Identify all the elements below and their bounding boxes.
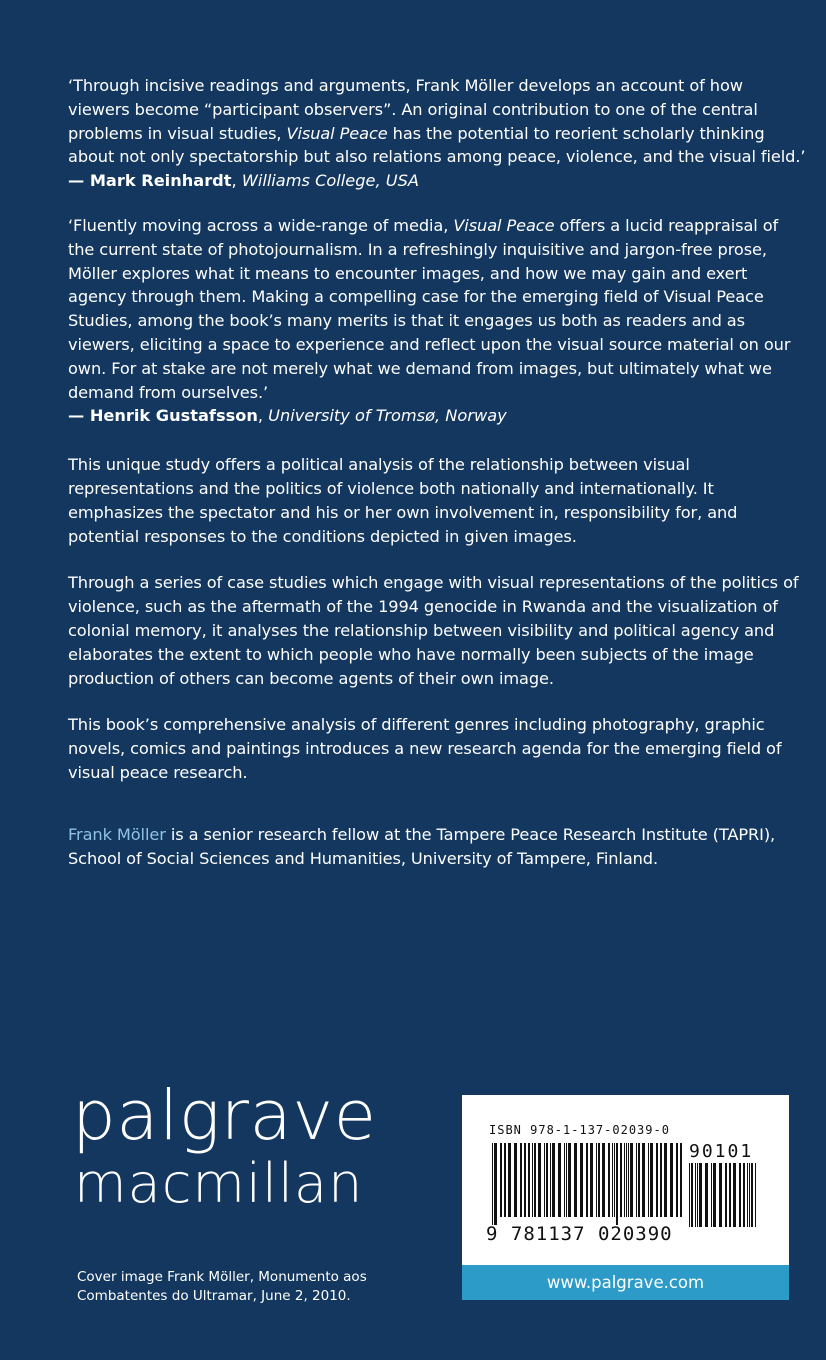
barcode-bar: [648, 1143, 649, 1217]
barcode-bar: [520, 1143, 522, 1217]
barcode-bar: [751, 1163, 753, 1227]
quote-reinhardt: [68, 74, 808, 193]
quote-attribution: — Henrik Gustafsson, University of Tromsø, Norway: [68, 406, 507, 426]
barcode-bar: [544, 1143, 545, 1217]
barcode-bar: [494, 1143, 497, 1225]
quote-attribution: — Mark Reinhardt, Williams College, USA: [68, 171, 419, 191]
barcode-bar: [729, 1163, 731, 1227]
barcode-bar: [691, 1163, 693, 1227]
barcode-bar: [590, 1143, 593, 1217]
cover-image-credit: Cover image Frank Möller, Monumento aos Combatentes do Ultramar, June 2, 2010.: [77, 1269, 367, 1304]
barcode-bar: [608, 1143, 610, 1217]
description-paragraph: Through a series of case studies which engage with visual representations of the politics of violence, such as the aftermath of the 1994 genocide in Rwanda and the visualization of colonial memory, it analyses the relationship between visibility and political agency and elaborates the extent to which people who have normally been subjects of the image production of others can become agents of their own image.: [68, 573, 799, 688]
barcode-bar: [695, 1163, 696, 1227]
barcode-bar: [749, 1163, 750, 1227]
barcode-bar: [660, 1143, 662, 1217]
barcode-bar: [546, 1143, 548, 1217]
barcode-bar: [580, 1143, 583, 1217]
barcode-bar: [697, 1163, 698, 1227]
barcode-bar: [564, 1143, 565, 1217]
barcode-bar: [713, 1163, 716, 1227]
barcode-bar: [614, 1143, 615, 1217]
barcode-bar: [508, 1143, 511, 1217]
quote-text: ‘Through incisive readings and arguments, Frank Möller develops an account of how viewers become “participant observers”. An original contribution to one of the central problems in visual studies, Visual Peace has the potential to reorient scholarly thinking about not only spectatorship but also relations among peace, violence, and the visual field.’: [68, 76, 806, 167]
price-addon-number: 90101: [689, 1141, 754, 1162]
barcode-bar: [500, 1143, 502, 1217]
publisher-logo-line2: macmillan: [74, 1152, 364, 1215]
description-paragraph: This book’s comprehensive analysis of different genres including photography, graphic novels, comics and paintings introduces a new research agenda for the emerging field of visual peace research.: [68, 715, 782, 782]
barcode-bar: [650, 1143, 653, 1217]
barcode-bar: [532, 1143, 533, 1217]
barcode-bar: [586, 1143, 588, 1217]
barcode-bar: [558, 1143, 561, 1217]
barcode-bar: [670, 1143, 673, 1217]
barcode-bar: [524, 1143, 526, 1217]
barcode-bar: [636, 1143, 637, 1217]
barcode-bar: [552, 1143, 555, 1217]
barcode-bar: [596, 1143, 597, 1217]
barcode-bar: [628, 1143, 629, 1217]
barcode-bar: [630, 1143, 633, 1217]
quote-text: ‘Fluently moving across a wide-range of media, Visual Peace offers a lucid reappraisal of the current state of photojournalism. In a refreshingly inquisitive and jargon-free prose, Möller explores what it means to encounter images, and how we may gain and exert agency through them. Making a compelling case for the emerging field of Visual Peace Studies, among the book’s many merits is that it engages us both as readers and as viewers, eliciting a space to experience and reflect upon the visual source material on our own. For at stake are not merely what we demand from images, but ultimately what we demand from ourselves.’: [68, 215, 791, 402]
barcode-bar: [705, 1163, 708, 1227]
barcode-bar: [739, 1163, 741, 1227]
ean-barcode: [492, 1143, 682, 1225]
barcode-bar: [612, 1143, 613, 1217]
barcode-bar: [514, 1143, 517, 1217]
quote-gustafsson: [68, 214, 808, 428]
barcode-bar: [642, 1143, 645, 1217]
barcode-bar: [676, 1143, 678, 1217]
publisher-logo: [72, 1076, 377, 1215]
barcode-bar: [566, 1143, 567, 1217]
barcode-bar: [528, 1143, 530, 1217]
author-name: Frank Möller: [68, 824, 166, 844]
barcode-bar: [656, 1143, 658, 1217]
isbn-label: ISBN 978-1-137-02039-0: [489, 1123, 670, 1137]
barcode-bar: [755, 1163, 756, 1227]
barcode-bar: [719, 1163, 722, 1227]
back-cover-text: [68, 74, 808, 870]
barcode-bar: [538, 1143, 541, 1217]
barcode-bar: [624, 1143, 625, 1217]
addon-barcode: [689, 1163, 759, 1243]
barcode-bar: [747, 1163, 748, 1227]
barcode-bar: [492, 1143, 493, 1225]
publisher-url: www.palgrave.com: [462, 1265, 789, 1300]
barcode-bar: [574, 1143, 577, 1217]
barcode-bar: [680, 1143, 682, 1217]
barcode-bar: [620, 1143, 622, 1217]
barcode-bar: [664, 1143, 667, 1217]
barcode-bar: [689, 1163, 690, 1227]
barcode-bar: [602, 1143, 605, 1217]
description-paragraph: This unique study offers a political analysis of the relationship between visual representations and the politics of violence both nationally and internationally. It emphasizes the spectator and his or her own involvement in, responsibility for, and potential responses to the conditions depicted in given images.: [68, 455, 738, 546]
barcode-bar: [504, 1143, 506, 1217]
barcode-bar: [743, 1163, 745, 1227]
barcode-bar: [598, 1143, 600, 1217]
ean-digits: 9 781137 020390: [486, 1223, 673, 1245]
barcode-bar: [733, 1163, 736, 1227]
barcode-bar: [568, 1143, 571, 1217]
author-bio: Frank Möller is a senior research fellow at the Tampere Peace Research Institute (TAPRI), School of Social Sciences and Humanities, University of Tampere, Finland.: [68, 824, 776, 868]
barcode-bar: [725, 1163, 727, 1227]
barcode-bar: [699, 1163, 702, 1227]
publisher-logo-line1: palgrave: [72, 1076, 377, 1156]
barcode-panel: [462, 1095, 789, 1300]
barcode-bar: [534, 1143, 536, 1217]
barcode-bar: [626, 1143, 627, 1217]
barcode-bar: [638, 1143, 640, 1217]
barcode-bar: [616, 1143, 618, 1225]
barcode-bar: [711, 1163, 712, 1227]
barcode-bar: [550, 1143, 551, 1217]
